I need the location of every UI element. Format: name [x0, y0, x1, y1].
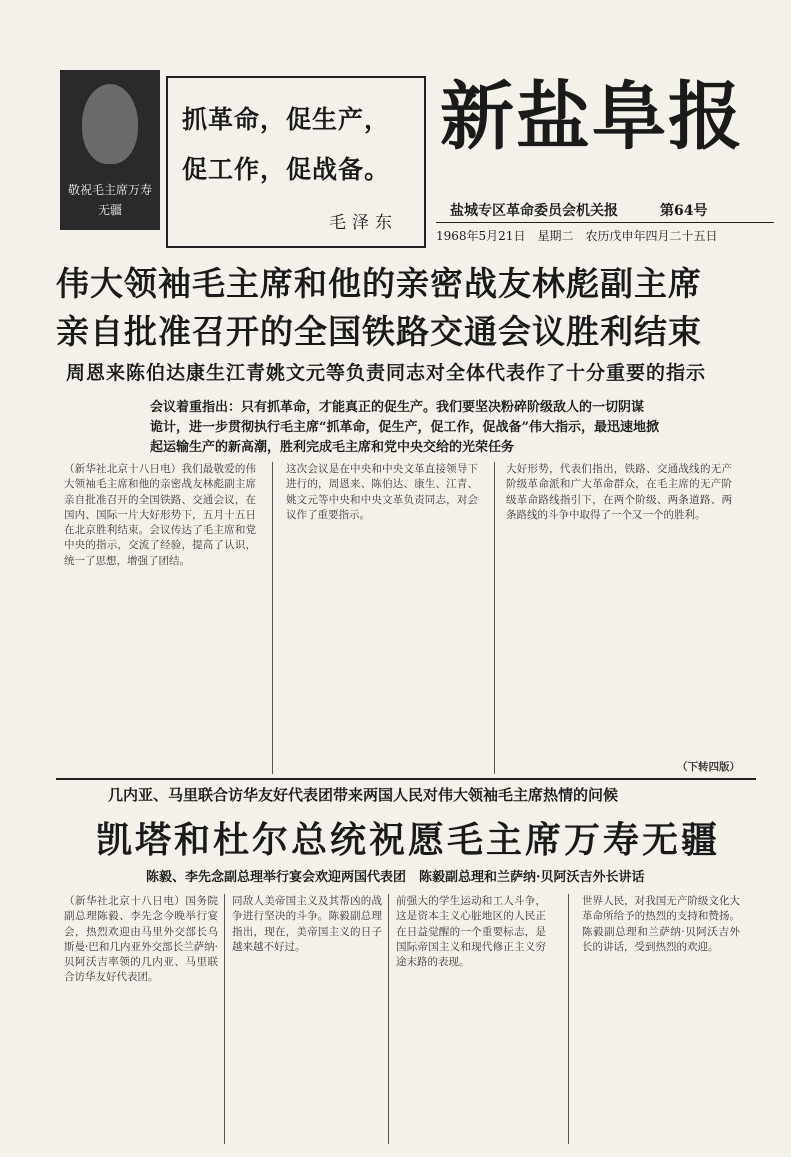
publisher-line: 盐城专区革命委员会机关报: [450, 203, 618, 219]
story1-column-1: （新华社北京十八日电）我们最敬爱的伟大领袖毛主席和他的亲密战友林彪副主席亲自批准召开的全国铁路、交通会议，在国内、国际一片大好形势下，五月十五日在北京胜利结束。会议传达了毛主席和党中央的指示，交流了经验，提高了认识，统一了思想，增强了团结。: [64, 463, 256, 567]
headline-line-2: 亲自批准召开的全国铁路交通会议胜利结束: [56, 312, 702, 351]
story2-subheadline: 陈毅、李先念副总理举行宴会欢迎两国代表团 陈毅副总理和兰萨纳·贝阿沃吉外长讲话: [146, 870, 645, 885]
lead-line-1: 会议着重指出：只有抓革命，才能真正的促生产。我们要坚决粉碎阶级敌人的一切阴谋: [150, 400, 645, 415]
story2-kicker: 几内亚、马里联合访华友好代表团带来两国人民对伟大领袖毛主席热情的问候: [108, 786, 619, 804]
quotation-box: [166, 76, 426, 248]
column-divider: [224, 894, 225, 1144]
issue-number: 第64号: [660, 203, 708, 219]
lead-line-3: 起运输生产的新高潮，胜利完成毛主席和党中央交给的光荣任务: [150, 440, 515, 455]
quotation-line-2: 促工作，促战备。: [182, 155, 391, 184]
portrait-caption: 敬祝毛主席万寿无疆: [67, 183, 152, 217]
column-divider: [494, 462, 495, 774]
continued-note: （下转四版）: [677, 761, 740, 773]
story1-column-3: 大好形势，代表们指出，铁路、交通战线的无产阶级革命派和广大革命群众，在毛主席的无产阶级革命路线指引下，在两个阶级、两条道路、两条路线的斗争中取得了一个又一个的胜利。: [506, 463, 732, 521]
section-divider: [56, 778, 756, 780]
newspaper-title: 新盐阜报: [440, 74, 744, 160]
story2-headline: 凯塔和杜尔总统祝愿毛主席万寿无疆: [96, 819, 721, 861]
quotation-line-1: 抓革命，促生产，: [182, 105, 391, 134]
column-divider: [568, 894, 569, 1144]
column-divider: [388, 894, 389, 1144]
portrait-image: [82, 84, 138, 164]
portrait-badge: [60, 70, 160, 230]
story2-column-3: 前强大的学生运动和工人斗争，这是资本主义心脏地区的人民正在日益觉醒的一个重要标志，是国际帝国主义和现代修正主义穷途末路的表现。: [396, 895, 546, 969]
story1-column-2: 这次会议是在中央和中央文革直接领导下进行的，周恩来、陈伯达、康生、江青、姚文元等中央和中央文革负责同志，对会议作了重要指示。: [286, 463, 478, 521]
lead-line-2: 诡计，进一步贯彻执行毛主席“抓革命，促生产，促工作，促战备”伟大指示，最迅速地掀: [150, 420, 659, 435]
quotation-signature: 毛泽东: [329, 213, 398, 233]
date-line: 1968年5月21日 星期二 农历戊申年四月二十五日: [436, 222, 774, 244]
subheadline: 周恩来陈伯达康生江青姚文元等负责同志对全体代表作了十分重要的指示: [66, 362, 707, 384]
headline-line-1: 伟大领袖毛主席和他的亲密战友林彪副主席: [56, 264, 702, 303]
story2-column-2: 同敌人美帝国主义及其帮凶的战争进行坚决的斗争。陈毅副总理指出，现在，美帝国主义的日子越来越不好过。: [232, 895, 382, 953]
story2-column-1: （新华社北京十八日电）国务院副总理陈毅、李先念今晚举行宴会，热烈欢迎由马里外交部长乌斯曼·巴和几内亚外交部长兰萨纳·贝阿沃吉率领的几内亚、马里联合访华友好代表团。: [64, 895, 218, 984]
story2-column-4: 世界人民，对我国无产阶级文化大革命所给予的热烈的支持和赞扬。陈毅副总理和兰萨纳·贝阿沃吉外长的讲话，受到热烈的欢迎。: [582, 895, 740, 953]
column-divider: [272, 462, 273, 774]
